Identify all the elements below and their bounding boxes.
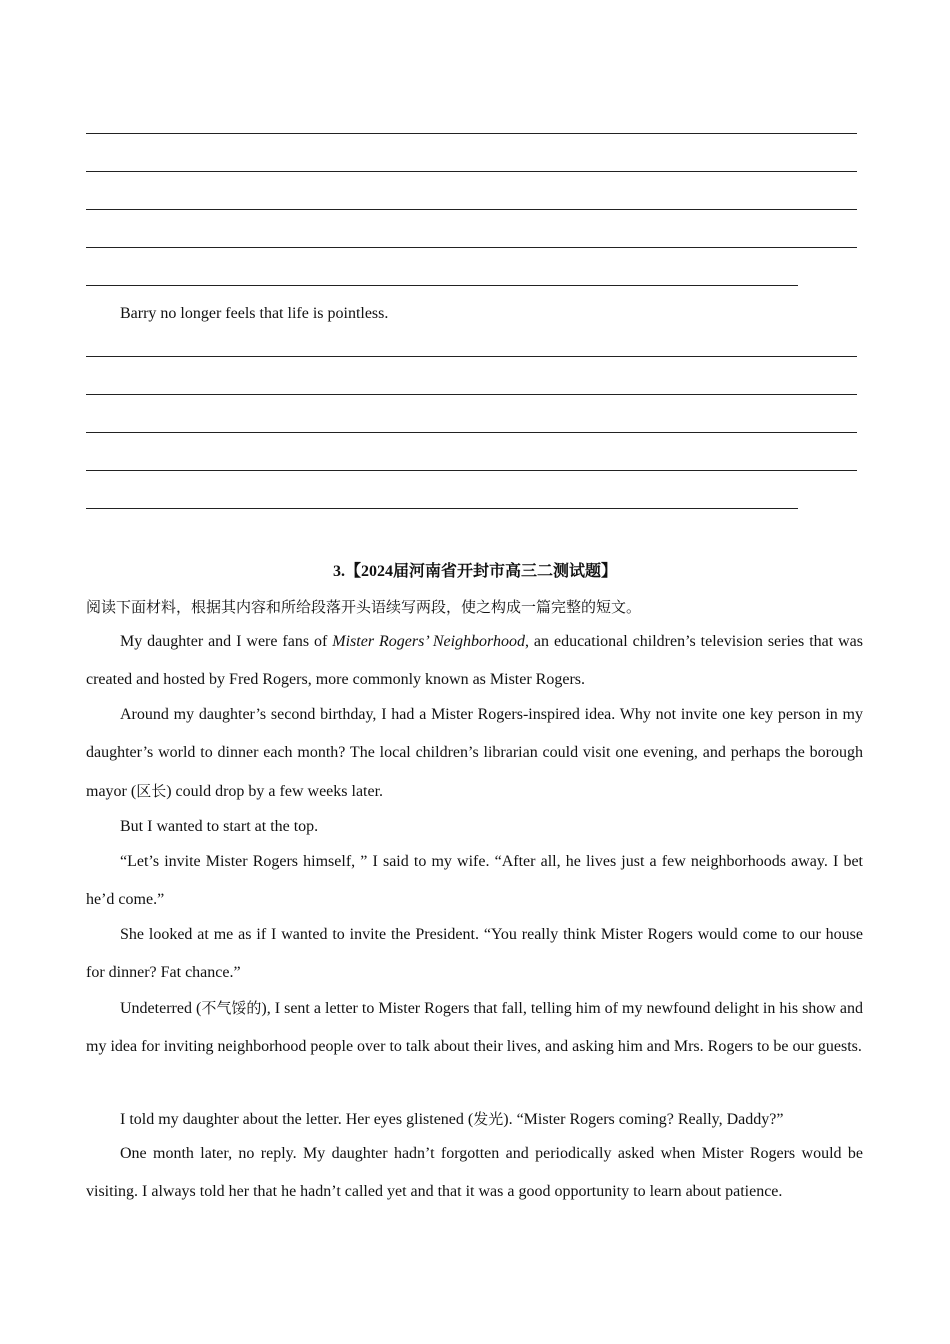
answer-line [86,470,857,471]
question-number: 3. [332,563,345,580]
story-paragraph: She looked at me as if I wanted to invite the President. “You really think Mister Rogers would come to our house for dinner? Fat chance.” [86,926,863,981]
chinese-gloss: 区长 [136,782,167,800]
instruction: 阅读下面材料，根据其内容和所给段落开头语续写两段，使之构成一篇完整的短文。 [86,598,642,616]
answer-line [86,508,798,509]
story-paragraph: Around my daughter’s second birthday, I had a Mister Rogers-inspired idea. Why not invite one key person in my daughter’s world to dinner each month? The local children’s librarian could visit one evening, and perhaps the borough mayor (区长) could drop by a few weeks later. [86,706,863,800]
answer-line [86,133,857,134]
story-paragraph: My daughter and I were fans of Mister Rogers’ Neighborhood, an educational children’s television series that was created and hosted by Fred Rogers, more commonly known as Mister Rogers. [86,633,864,688]
answer-line [86,171,857,172]
story-paragraph: One month later, no reply. My daughter hadn’t forgotten and periodically asked when Mister Rogers would be visiting. I always told her that he hadn’t called yet and that it was a good opportunity to learn about patience. [86,1145,863,1200]
story-paragraph: “Let’s invite Mister Rogers himself, ” I said to my wife. “After all, he lives just a few neighborhoods away. I bet he’d come.” [86,853,863,908]
answer-line [86,432,857,433]
answer-line [86,247,857,248]
story-paragraph: Undeterred (不气馁的), I sent a letter to Mister Rogers that fall, telling him of my newfound delight in his show and my idea for inviting neighborhood people over to talk about their lives, and asking him and Mrs. Rogers to be our guests. [86,999,863,1055]
chinese-gloss: 不气馁的 [201,999,262,1017]
answer-line [86,394,857,395]
answer-line [86,356,857,357]
chinese-gloss: 发光 [473,1110,504,1128]
question-source: 【2024届河南省开封市高三二测试题】 [344,563,617,580]
answer-line [86,285,798,286]
show-title: Mister Rogers’ Neighborhood [332,633,525,650]
story-paragraph: I told my daughter about the letter. Her eyes glistened (发光). “Mister Rogers coming? Really, Daddy?” [120,1110,784,1128]
paragraph-opener: Barry no longer feels that life is pointless. [120,305,389,322]
story-paragraph: But I wanted to start at the top. [120,818,319,835]
question-heading [0,562,950,582]
answer-line [86,209,857,210]
